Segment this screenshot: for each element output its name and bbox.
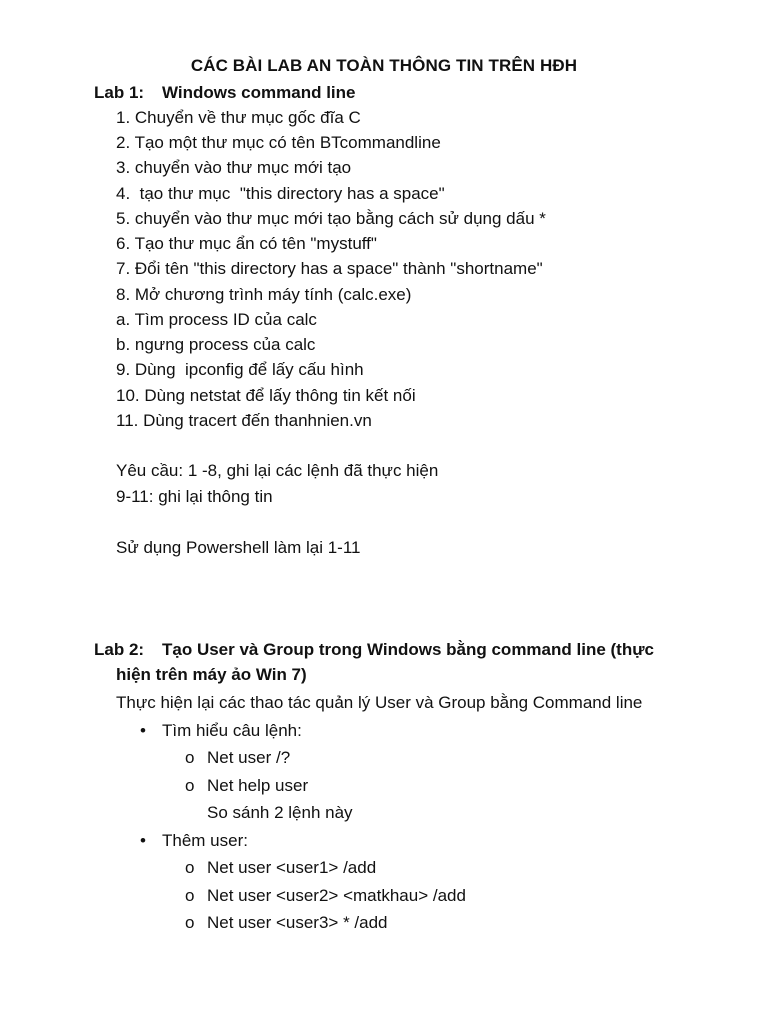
page-title: CÁC BÀI LAB AN TOÀN THÔNG TIN TRÊN HĐH bbox=[190, 56, 578, 75]
sub-bullet-icon: o bbox=[185, 913, 195, 932]
lab1-step: 9. Dùng ipconfig để lấy cấu hình bbox=[116, 360, 364, 379]
lab2-intro: Thực hiện lại các thao tác quản lý User và Group bằng Command line bbox=[116, 693, 643, 712]
lab2-title-line1: Tạo User và Group trong Windows bằng command line (thực bbox=[162, 640, 654, 659]
lab1-step: b. ngưng process của calc bbox=[116, 335, 316, 354]
lab1-step: 3. chuyển vào thư mục mới tạo bbox=[116, 158, 352, 177]
lab1-title: Windows command line bbox=[162, 83, 356, 102]
lab1-step: 11. Dùng tracert đến thanhnien.vn bbox=[116, 411, 372, 430]
lab2-command: Net user /? bbox=[207, 748, 291, 767]
lab1-requirement: Yêu cầu: 1 -8, ghi lại các lệnh đã thực hiện bbox=[116, 461, 439, 480]
lab2-heading bbox=[94, 637, 654, 687]
sub-bullet-icon: o bbox=[185, 858, 195, 877]
sub-bullet-icon: o bbox=[185, 886, 195, 905]
sub-bullet-icon: o bbox=[185, 776, 195, 795]
lab2-command: Net user <user2> <matkhau> /add bbox=[207, 886, 466, 905]
lab1-step: 8. Mở chương trình máy tính (calc.exe) bbox=[116, 285, 412, 304]
lab2-command: Net help user bbox=[207, 776, 309, 795]
lab1-step: 4. tạo thư mục "this directory has a space" bbox=[116, 184, 445, 203]
lab2-number: Lab 2: bbox=[94, 640, 145, 659]
lab1-step: 7. Đổi tên "this directory has a space" thành "shortname" bbox=[116, 259, 543, 278]
lab1-number: Lab 1: bbox=[94, 83, 145, 102]
lab1-step: a. Tìm process ID của calc bbox=[116, 310, 317, 329]
lab1-step: 2. Tạo một thư mục có tên BTcommandline bbox=[116, 133, 441, 152]
lab1-step: 5. chuyển vào thư mục mới tạo bằng cách sử dụng dấu * bbox=[116, 209, 546, 228]
lab2-section-label: Tìm hiểu câu lệnh: bbox=[162, 721, 302, 740]
lab1-step: 1. Chuyển về thư mục gốc đĩa C bbox=[116, 108, 361, 127]
lab1-powershell-note: Sử dụng Powershell làm lại 1-11 bbox=[116, 538, 361, 557]
lab2-section-label: Thêm user: bbox=[162, 831, 248, 850]
bullet-icon: • bbox=[140, 721, 146, 740]
lab2-title-line2: hiện trên máy ảo Win 7) bbox=[116, 665, 307, 684]
sub-bullet-icon: o bbox=[185, 748, 195, 767]
bullet-icon: • bbox=[140, 831, 146, 850]
lab1-heading bbox=[94, 80, 355, 105]
lab1-requirement-info: 9-11: ghi lại thông tin bbox=[116, 487, 273, 506]
lab2-compare-note: So sánh 2 lệnh này bbox=[207, 803, 353, 822]
lab2-command: Net user <user3> * /add bbox=[207, 913, 388, 932]
lab1-step: 6. Tạo thư mục ẩn có tên "mystuff" bbox=[116, 234, 377, 253]
lab1-step: 10. Dùng netstat để lấy thông tin kết nối bbox=[116, 386, 416, 405]
lab2-command: Net user <user1> /add bbox=[207, 858, 377, 877]
